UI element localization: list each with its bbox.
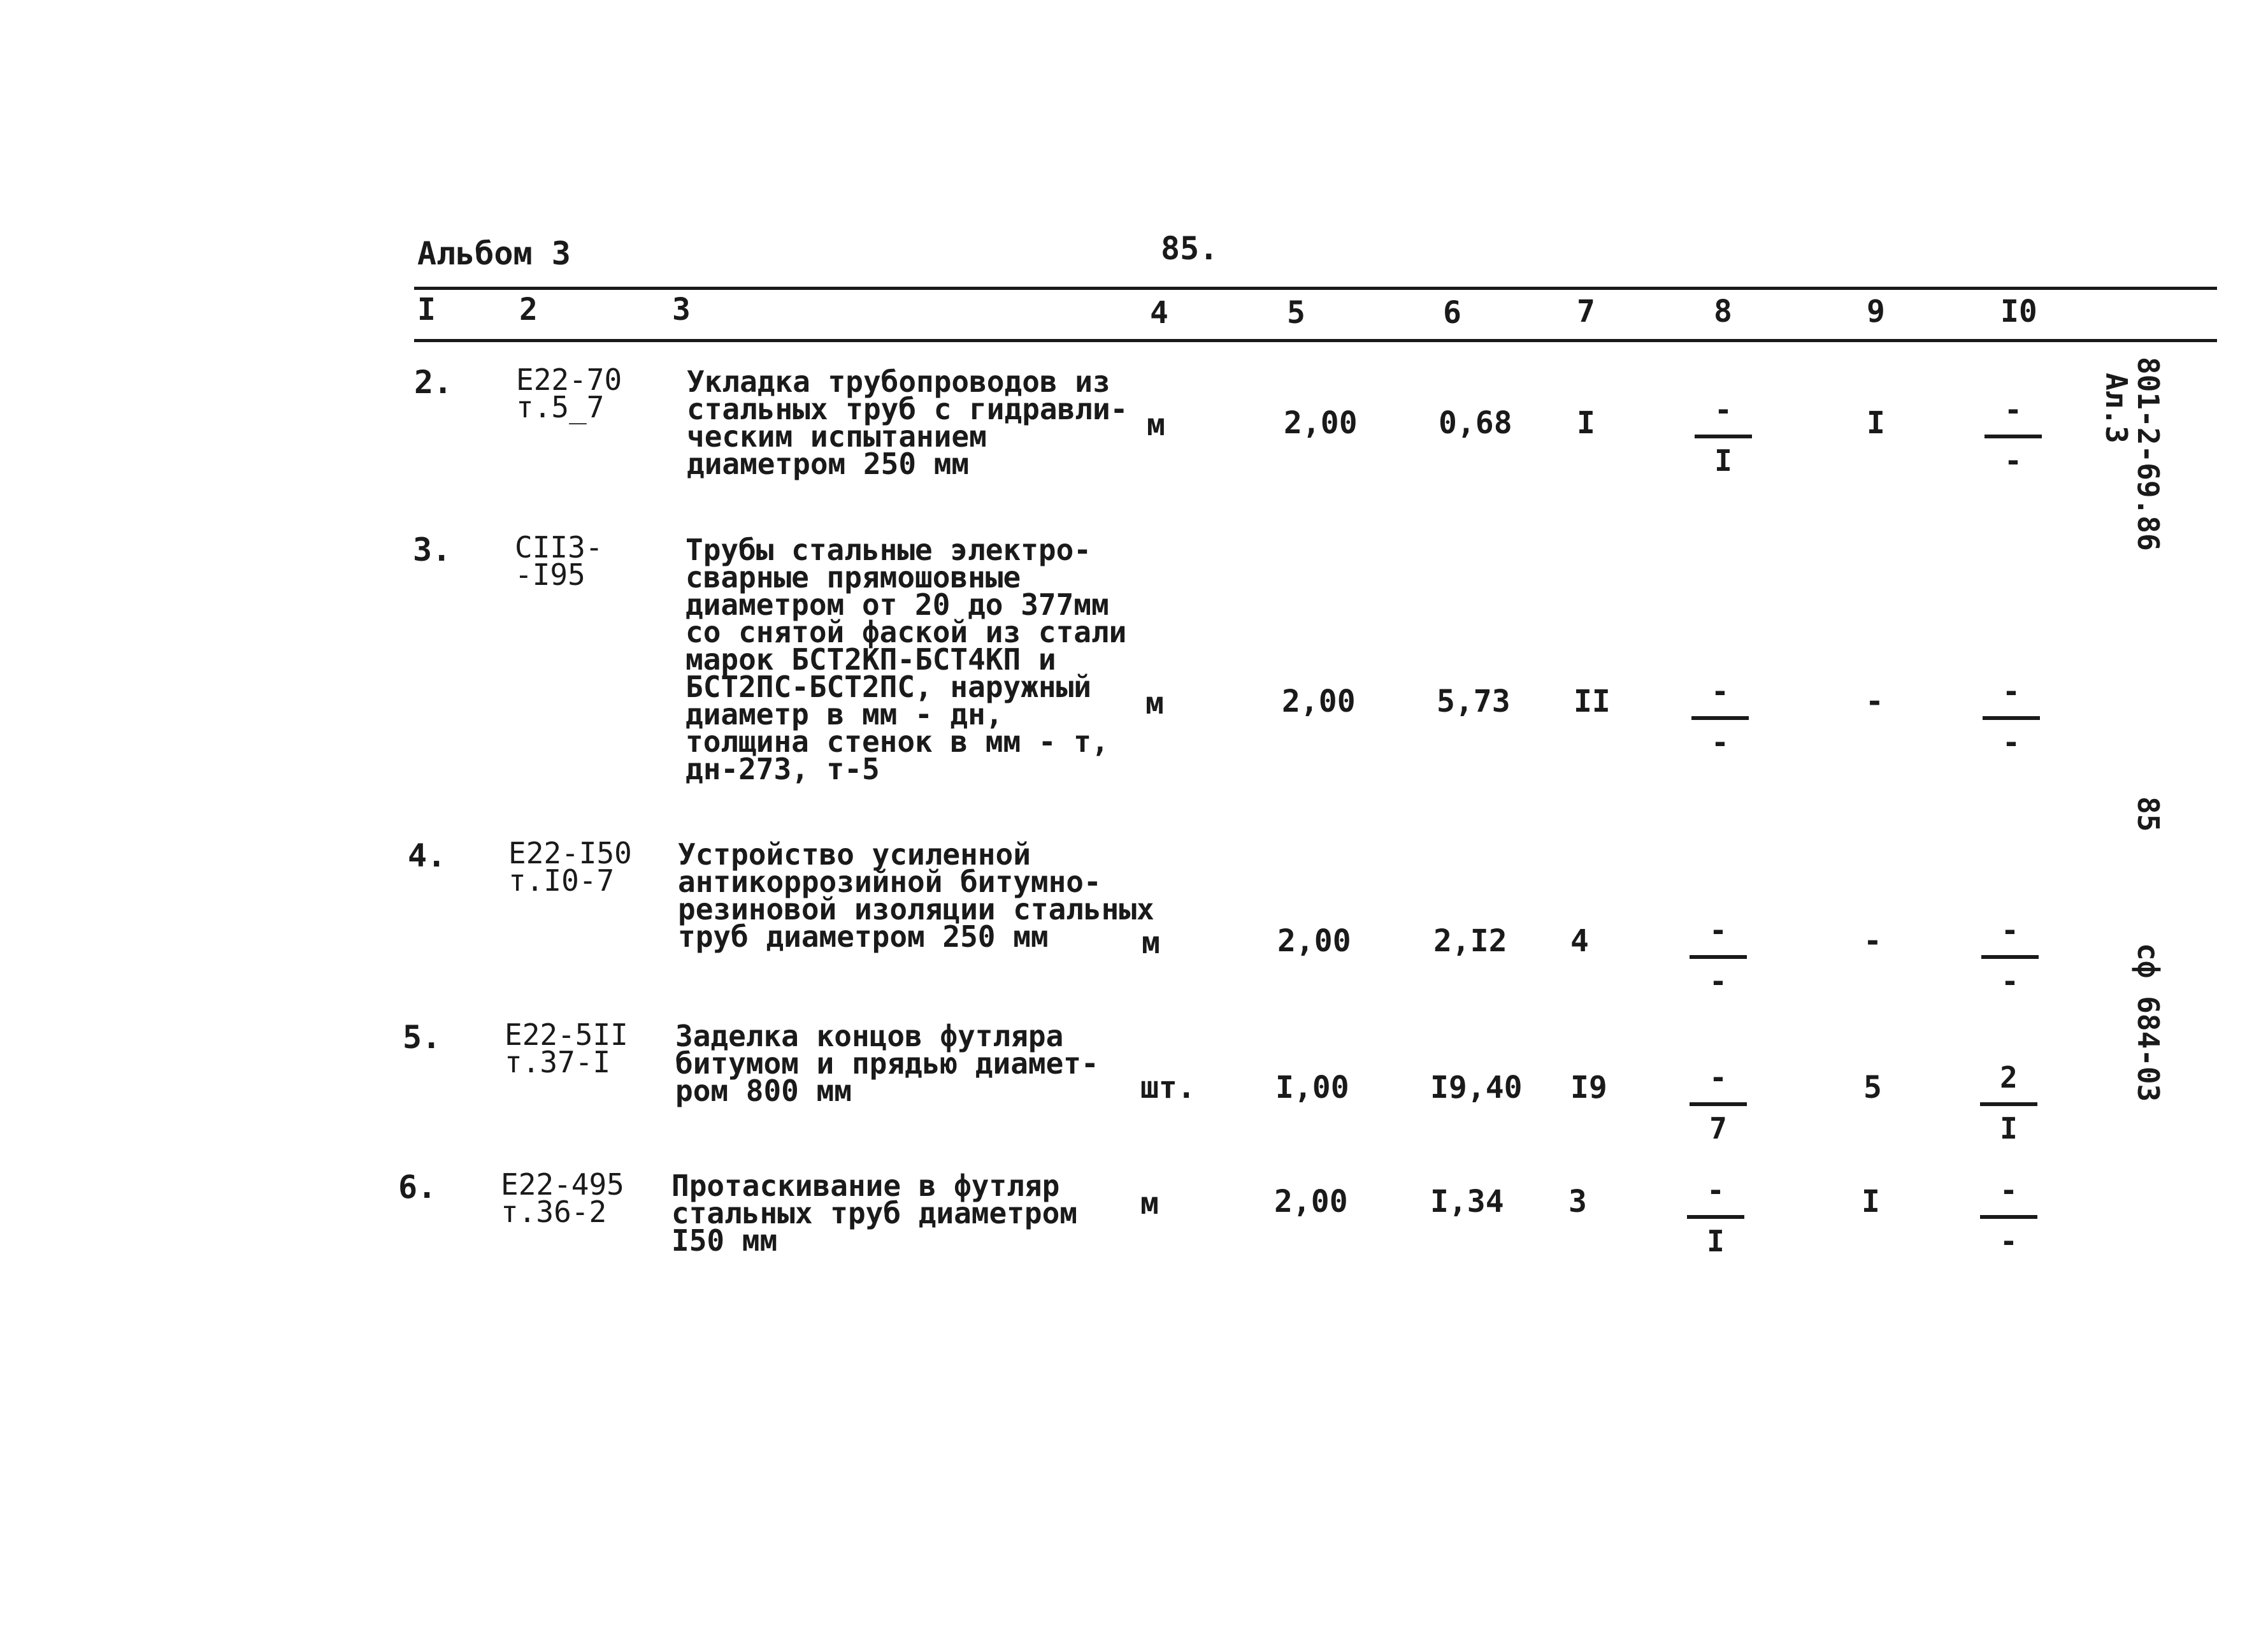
- col-number-1: I: [417, 292, 436, 327]
- code-line: СII3-: [515, 530, 603, 565]
- col9-value: I: [1862, 1184, 1880, 1220]
- fraction-bottom: -: [1709, 964, 1727, 998]
- col10-fraction: [1983, 674, 2040, 772]
- desc-line: Устройство усиленной: [678, 837, 1031, 872]
- desc-line: стальных труб диаметром: [671, 1196, 1077, 1230]
- side-stamp-top: 801-2-69.86: [2131, 357, 2165, 551]
- desc-line: диаметром 250 мм: [687, 447, 970, 481]
- col9-value: I: [1867, 405, 1885, 441]
- fraction-bottom: I: [1714, 443, 1732, 478]
- col-number-6: 6: [1443, 295, 1461, 331]
- unit: м: [1145, 686, 1164, 721]
- side-stamp-top2: Ал.3: [2099, 373, 2134, 443]
- col8-fraction: [1687, 1173, 1744, 1271]
- fraction-bar: [1984, 435, 2042, 438]
- row-number: 2.: [414, 364, 453, 401]
- desc-line: Заделка концов футляра: [675, 1019, 1064, 1053]
- col-number-9: 9: [1867, 294, 1885, 329]
- desc-line: стальных труб с гидравли-: [687, 392, 1128, 426]
- col9-value: -: [1863, 923, 1882, 959]
- unit: м: [1140, 1186, 1159, 1221]
- price: 0,68: [1439, 405, 1512, 441]
- code-line: т.I0-7: [508, 863, 615, 898]
- code-line: т.37-I: [505, 1045, 611, 1079]
- code-line: Е22-I50: [508, 836, 632, 870]
- desc-line: резиновой изоляции стальных: [678, 892, 1154, 926]
- code-line: Е22-495: [501, 1167, 624, 1202]
- quantity: 2,00: [1284, 405, 1358, 441]
- quantity: 2,00: [1274, 1184, 1348, 1220]
- col10-fraction: [1980, 1060, 2037, 1158]
- desc-line: ческим испытанием: [687, 419, 987, 454]
- unit: шт.: [1140, 1070, 1196, 1105]
- desc-line: I50 мм: [671, 1223, 778, 1258]
- fraction-bar: [1691, 716, 1749, 720]
- price: 2,I2: [1433, 923, 1507, 959]
- quantity: 2,00: [1282, 684, 1356, 719]
- col7-value: 4: [1570, 923, 1589, 959]
- col8-fraction: [1690, 913, 1747, 1011]
- desc-line: со снятой фаской из стали: [685, 615, 1127, 649]
- col8-fraction: [1691, 674, 1749, 772]
- fraction-bar: [1690, 1102, 1747, 1106]
- fraction-bar: [1687, 1215, 1744, 1219]
- col7-value: II: [1574, 684, 1611, 719]
- side-stamp-bottom: сф 684-03: [2131, 943, 2165, 1102]
- fraction-bottom: -: [2002, 725, 2020, 759]
- col8-fraction: [1690, 1060, 1747, 1158]
- col-number-10: I0: [2000, 294, 2037, 329]
- fraction-bottom: I: [2000, 1111, 2018, 1146]
- desc-line: ром 800 мм: [675, 1074, 852, 1108]
- fraction-top: -: [1709, 1060, 1727, 1095]
- price: 5,73: [1437, 684, 1511, 719]
- fraction-bottom: 7: [1709, 1111, 1727, 1146]
- fraction-bar: [1980, 1215, 2037, 1219]
- col9-value: -: [1865, 684, 1884, 719]
- fraction-top: -: [1711, 674, 1729, 709]
- col10-fraction: [1981, 913, 2039, 1011]
- fraction-bottom: I: [1707, 1224, 1725, 1258]
- fraction-bar: [1983, 716, 2040, 720]
- page-number: 85.: [1161, 230, 1219, 267]
- fraction-top: 2: [2000, 1060, 2018, 1095]
- fraction-top: -: [2004, 392, 2022, 427]
- fraction-top: -: [2002, 674, 2020, 709]
- fraction-bar: [1981, 955, 2039, 959]
- price: I9,40: [1430, 1070, 1523, 1105]
- quantity: 2,00: [1277, 923, 1351, 959]
- side-stamp-middle: 85: [2131, 796, 2165, 832]
- code-line: Е22-5II: [505, 1018, 628, 1052]
- col-number-3: 3: [672, 292, 691, 327]
- desc-line: диаметром от 20 до 377мм: [685, 587, 1109, 622]
- col7-value: 3: [1568, 1184, 1587, 1220]
- quantity: I,00: [1275, 1070, 1349, 1105]
- unit: м: [1147, 407, 1165, 443]
- fraction-top: -: [1707, 1173, 1725, 1207]
- fraction-bottom: -: [2004, 443, 2022, 478]
- col-number-4: 4: [1150, 295, 1168, 331]
- col8-fraction: [1695, 392, 1752, 491]
- fraction-top: -: [1714, 392, 1732, 427]
- fraction-bar: [1695, 435, 1752, 438]
- row-number: 4.: [408, 837, 447, 874]
- col-number-7: 7: [1577, 294, 1595, 329]
- row-number: 5.: [403, 1019, 441, 1056]
- desc-line: труб диаметром 250 мм: [678, 919, 1049, 954]
- fraction-top: -: [1709, 913, 1727, 947]
- code-line: т.36-2: [501, 1195, 607, 1229]
- col7-value: I9: [1570, 1070, 1607, 1105]
- col-number-2: 2: [519, 292, 538, 327]
- desc-line: марок БСТ2КП-БСТ4КП и: [685, 642, 1056, 677]
- desc-line: Протаскивание в футляр: [671, 1169, 1060, 1203]
- price: I,34: [1430, 1184, 1504, 1220]
- header-bottom-rule: [414, 339, 2217, 342]
- album-label: Альбом 3: [417, 235, 571, 272]
- header-top-rule: [414, 287, 2217, 290]
- col10-fraction: [1980, 1173, 2037, 1271]
- fraction-bottom: -: [1711, 725, 1729, 759]
- desc-line: дн-273, т-5: [685, 752, 880, 786]
- fraction-top: -: [2001, 913, 2019, 947]
- col-number-5: 5: [1287, 295, 1305, 331]
- col9-value: 5: [1863, 1070, 1882, 1105]
- col-number-8: 8: [1714, 294, 1732, 329]
- desc-line: сварные прямошовные: [685, 560, 1021, 594]
- code-line: т.5_7: [516, 390, 605, 424]
- fraction-top: -: [2000, 1173, 2018, 1207]
- fraction-bar: [1980, 1102, 2037, 1106]
- code-line: -I95: [515, 558, 585, 592]
- col10-fraction: [1984, 392, 2042, 491]
- desc-line: Укладка трубопроводов из: [687, 364, 1110, 399]
- desc-line: диаметр в мм - дн,: [685, 697, 1003, 731]
- fraction-bottom: -: [2001, 964, 2019, 998]
- unit: м: [1142, 925, 1160, 961]
- desc-line: Трубы стальные электро-: [685, 533, 1091, 567]
- desc-line: антикоррозийной битумно-: [678, 865, 1102, 899]
- desc-line: БСТ2ПС-БСТ2ПС, наружный: [685, 670, 1091, 704]
- fraction-bar: [1690, 955, 1747, 959]
- code-line: Е22-70: [516, 363, 622, 397]
- fraction-bottom: -: [2000, 1224, 2018, 1258]
- desc-line: толщина стенок в мм - т,: [685, 724, 1109, 759]
- row-number: 6.: [398, 1169, 437, 1205]
- row-number: 3.: [413, 531, 452, 568]
- desc-line: битумом и прядью диамет-: [675, 1046, 1099, 1081]
- col7-value: I: [1577, 405, 1595, 441]
